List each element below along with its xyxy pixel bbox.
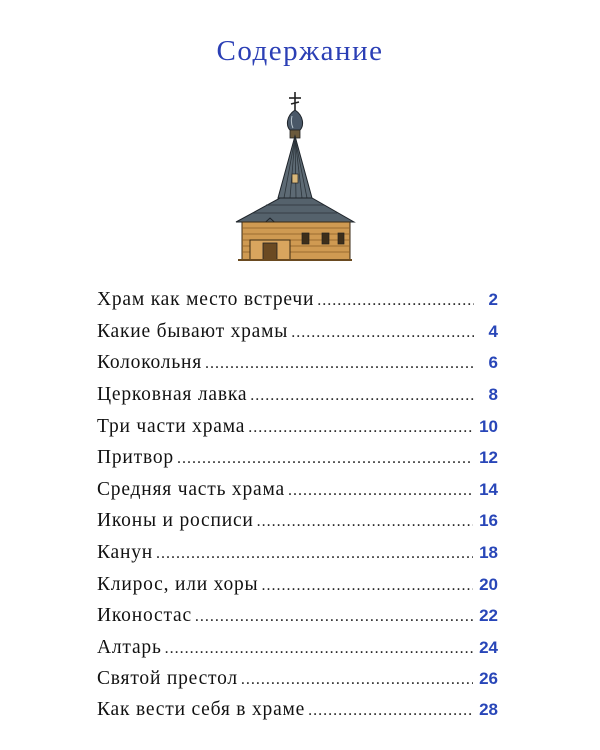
toc-entry-title: Святой престол bbox=[97, 668, 238, 689]
toc-entry-title: Иконостас bbox=[97, 605, 192, 626]
toc-entry-page-number: 6 bbox=[488, 353, 498, 372]
toc-entry-title: Притвор bbox=[97, 447, 174, 468]
toc-entry bbox=[97, 416, 498, 442]
toc-entry-page-number: 16 bbox=[479, 511, 498, 530]
toc-entry-page-number: 18 bbox=[479, 543, 498, 562]
toc-entry-page-number: 2 bbox=[488, 290, 498, 309]
toc-entry-title: Иконы и росписи bbox=[97, 510, 254, 531]
toc-entry-title: Три части храма bbox=[97, 416, 246, 437]
toc-entry bbox=[97, 447, 498, 473]
toc-entry bbox=[97, 479, 498, 505]
toc-entry-title: Храм как место встречи bbox=[97, 289, 315, 310]
toc-entry-title: Какие бывают храмы bbox=[97, 321, 289, 342]
toc-entry-page-number: 4 bbox=[488, 322, 498, 341]
toc-entry-page-number: 14 bbox=[479, 480, 498, 499]
toc-entry-title: Колокольня bbox=[97, 352, 203, 373]
toc-dot-leader bbox=[165, 640, 473, 658]
church-illustration bbox=[232, 90, 358, 265]
toc-entry bbox=[97, 510, 498, 536]
page-title: Содержание bbox=[216, 35, 384, 67]
toc-entry bbox=[97, 637, 498, 663]
toc-entry-page-number: 22 bbox=[479, 606, 498, 625]
toc-entry-title: Клирос, или хоры bbox=[97, 574, 259, 595]
toc-dot-leader bbox=[317, 292, 474, 310]
toc-entry-page-number: 8 bbox=[488, 385, 498, 404]
toc-dot-leader bbox=[291, 324, 474, 342]
toc-entry-title: Средняя часть храма bbox=[97, 479, 285, 500]
toc-entry-title: Церковная лавка bbox=[97, 384, 248, 405]
toc-dot-leader bbox=[205, 355, 474, 373]
toc-entry bbox=[97, 542, 498, 568]
toc-entry-page-number: 24 bbox=[479, 638, 498, 657]
toc-dot-leader bbox=[261, 577, 473, 595]
toc-entry-page-number: 26 bbox=[479, 669, 498, 688]
toc-dot-leader bbox=[308, 702, 473, 720]
toc-entry-page-number: 12 bbox=[479, 448, 498, 467]
toc-dot-leader bbox=[241, 671, 473, 689]
toc-entry bbox=[97, 384, 498, 410]
toc-entry bbox=[97, 321, 498, 347]
toc-entry-page-number: 20 bbox=[479, 575, 498, 594]
toc-entry-page-number: 10 bbox=[479, 417, 498, 436]
toc-dot-leader bbox=[248, 419, 473, 437]
toc-dot-leader bbox=[195, 608, 473, 626]
toc-entry bbox=[97, 574, 498, 600]
toc-dot-leader bbox=[250, 387, 474, 405]
toc-entry-title: Алтарь bbox=[97, 637, 162, 658]
toc-entry bbox=[97, 352, 498, 378]
toc-dot-leader bbox=[177, 450, 473, 468]
toc-dot-leader bbox=[288, 482, 473, 500]
toc-entry-title: Канун bbox=[97, 542, 154, 563]
toc-entry-page-number: 28 bbox=[479, 700, 498, 719]
toc-entry bbox=[97, 289, 498, 315]
toc-entry bbox=[97, 699, 498, 725]
toc-dot-leader bbox=[156, 545, 473, 563]
toc-dot-leader bbox=[257, 513, 473, 531]
toc-entry-title: Как вести себя в храме bbox=[97, 699, 306, 720]
toc-entry bbox=[97, 668, 498, 694]
toc-entry bbox=[97, 605, 498, 631]
